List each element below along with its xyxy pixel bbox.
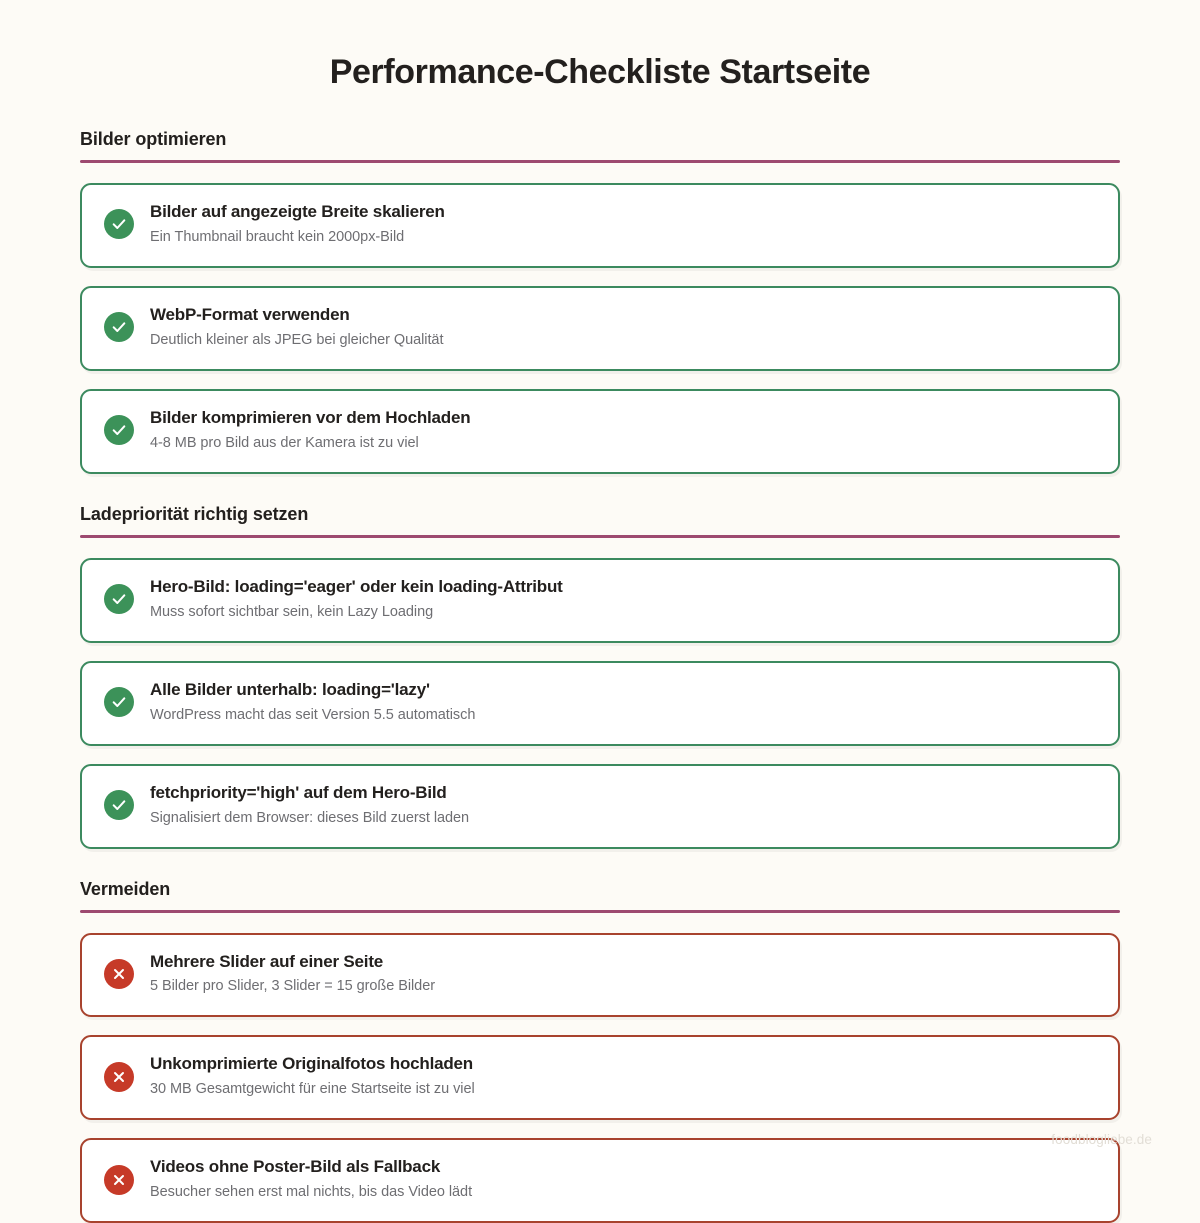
checklist-item[interactable]: [80, 1035, 1120, 1120]
checklist-item-subtitle: Besucher sehen erst mal nichts, bis das Video lädt: [150, 1184, 473, 1201]
check-icon: [104, 584, 134, 614]
checklist-item[interactable]: [80, 558, 1120, 643]
checklist-item[interactable]: [80, 661, 1120, 746]
checklist-item[interactable]: [80, 183, 1120, 268]
checklist-item-title: Hero-Bild: loading='eager' oder kein loading-Attribut: [150, 576, 563, 596]
section-heading: Ladepriorität richtig setzen: [80, 503, 309, 524]
section-divider: [80, 160, 1120, 163]
checklist-item[interactable]: [80, 389, 1120, 474]
checklist-item-title: WebP-Format verwenden: [150, 304, 350, 324]
checklist-item-title: Unkomprimierte Originalfotos hochladen: [150, 1054, 473, 1074]
checklist-item-text: [150, 407, 470, 454]
checklist-item-subtitle: 4-8 MB pro Bild aus der Kamera ist zu viel: [150, 434, 419, 451]
checklist-item-subtitle: WordPress macht das seit Version 5.5 automatisch: [150, 706, 476, 723]
section: [80, 129, 1120, 474]
checklist-item-subtitle: Muss sofort sichtbar sein, kein Lazy Loading: [150, 603, 434, 620]
section-divider: [80, 910, 1120, 913]
checklist-item-text: [150, 1053, 475, 1100]
section-heading: Vermeiden: [80, 878, 171, 899]
checklist-item-text: [150, 1156, 472, 1203]
check-icon: [104, 209, 134, 239]
check-icon: [104, 312, 134, 342]
checklist-item-subtitle: 30 MB Gesamtgewicht für eine Startseite ist zu viel: [150, 1081, 475, 1098]
checklist-item[interactable]: [80, 933, 1120, 1018]
checklist-item-text: [150, 951, 435, 998]
check-icon: [104, 415, 134, 445]
checklist-item-text: [150, 576, 563, 623]
section-heading: Bilder optimieren: [80, 128, 227, 149]
checklist-item-text: [150, 679, 475, 726]
check-icon: [104, 790, 134, 820]
checklist-item-title: Alle Bilder unterhalb: loading='lazy': [150, 679, 430, 699]
section: [80, 879, 1120, 1223]
checklist-item-text: [150, 782, 469, 829]
checklist-item-subtitle: Signalisiert dem Browser: dieses Bild zuerst laden: [150, 809, 470, 826]
checklist-item-text: [150, 201, 445, 248]
footer-brand: foodblogliebe.de: [1051, 1132, 1152, 1147]
check-icon: [104, 687, 134, 717]
checklist-item[interactable]: [80, 286, 1120, 371]
checklist-item-title: Videos ohne Poster-Bild als Fallback: [150, 1157, 441, 1177]
checklist-item-title: Bilder komprimieren vor dem Hochladen: [150, 407, 471, 427]
checklist-item-subtitle: Ein Thumbnail braucht kein 2000px-Bild: [150, 228, 405, 245]
page-title: Performance-Checkliste Startseite: [329, 53, 871, 91]
checklist-item[interactable]: [80, 1138, 1120, 1223]
checklist-item-text: [150, 304, 443, 351]
checklist-item-subtitle: 5 Bilder pro Slider, 3 Slider = 15 große Bilder: [150, 978, 435, 995]
x-icon: [104, 1062, 134, 1092]
checklist-item[interactable]: [80, 764, 1120, 849]
checklist-item-title: fetchpriority='high' auf dem Hero-Bild: [150, 782, 447, 802]
section-divider: [80, 535, 1120, 538]
checklist-item-title: Bilder auf angezeigte Breite skalieren: [150, 201, 445, 221]
sections-container: [80, 93, 1120, 1223]
x-icon: [104, 1165, 134, 1195]
checklist-item-title: Mehrere Slider auf einer Seite: [150, 951, 384, 971]
x-icon: [104, 959, 134, 989]
section: [80, 504, 1120, 849]
checklist-item-subtitle: Deutlich kleiner als JPEG bei gleicher Qualität: [150, 331, 444, 348]
